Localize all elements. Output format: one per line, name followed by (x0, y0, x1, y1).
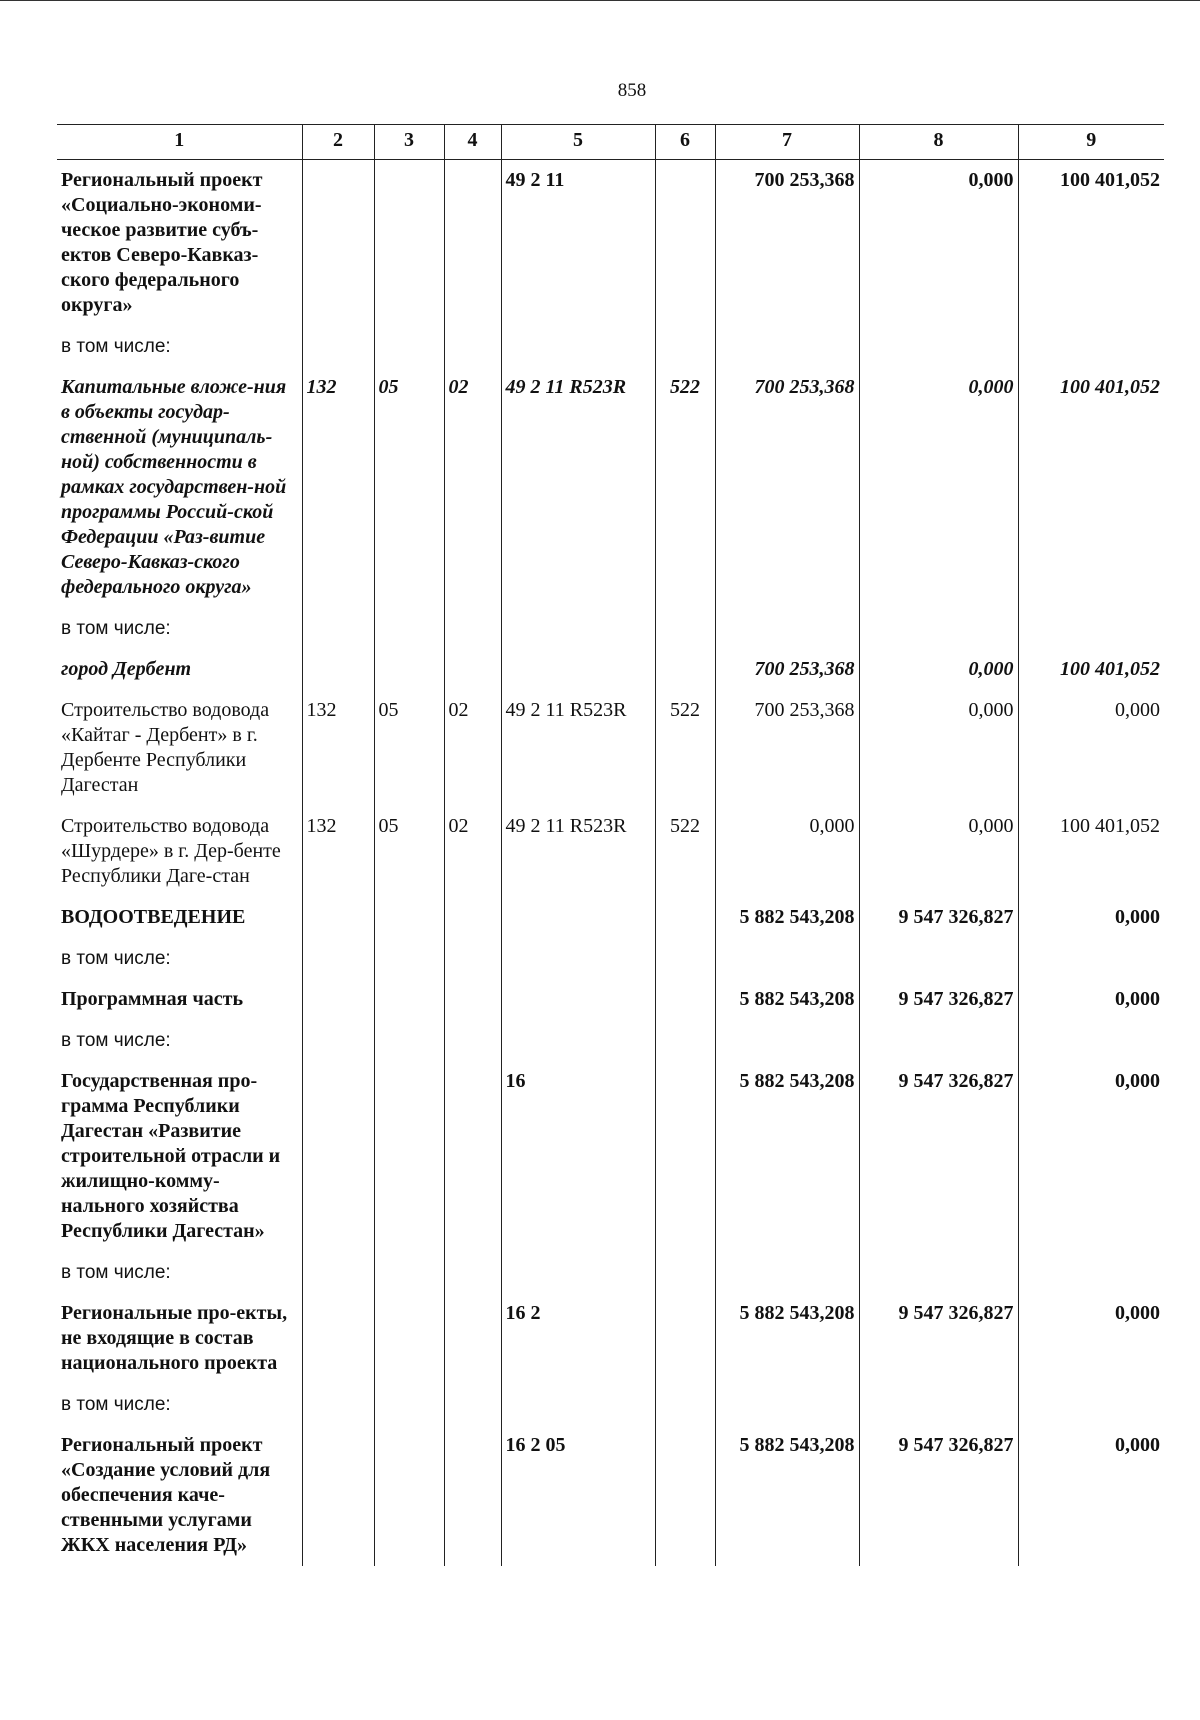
row-name: в том числе: (61, 948, 171, 969)
col6-code (655, 1061, 715, 1252)
col5-code (501, 1252, 655, 1293)
col7-value: 5 882 543,208 (715, 979, 859, 1020)
col4-code (444, 1252, 501, 1293)
col4-code: 02 (444, 367, 501, 608)
col-header-7: 7 (715, 125, 859, 160)
row-name: в том числе: (61, 618, 171, 639)
col3-code: 05 (374, 806, 444, 897)
col4-code (444, 608, 501, 649)
row-name: в том числе: (61, 1262, 171, 1283)
table-row (57, 649, 1164, 690)
col9-value (1018, 326, 1164, 367)
row-name: Государственная про-грамма Республики Дагестан «Развитие строительной отрасли и жилищно-комму-нального хозяйства Республики Дагестан» (61, 1070, 281, 1242)
col7-value: 700 253,368 (715, 367, 859, 608)
row-name: ВОДООТВЕДЕНИЕ (61, 906, 246, 928)
col7-value (715, 938, 859, 979)
table-row (57, 1425, 1164, 1566)
col-header-5: 5 (501, 125, 655, 160)
col8-value: 0,000 (859, 160, 1018, 327)
col8-value: 9 547 326,827 (859, 1425, 1018, 1566)
col3-code: 05 (374, 367, 444, 608)
col5-code (501, 938, 655, 979)
note-row (57, 938, 1164, 979)
col3-code (374, 1061, 444, 1252)
col7-value (715, 1252, 859, 1293)
col3-code (374, 938, 444, 979)
col5-code: 49 2 11 R523R (501, 367, 655, 608)
col9-value (1018, 608, 1164, 649)
col4-code (444, 1293, 501, 1384)
col2-code (302, 897, 374, 938)
table-row (57, 367, 1164, 608)
note-row (57, 1020, 1164, 1061)
col3-code (374, 1252, 444, 1293)
col3-code (374, 326, 444, 367)
col8-value (859, 608, 1018, 649)
col5-code (501, 1020, 655, 1061)
col5-code (501, 897, 655, 938)
table-header-row (57, 125, 1164, 160)
col5-code: 49 2 11 (501, 160, 655, 327)
col7-value: 700 253,368 (715, 649, 859, 690)
table-body (57, 160, 1164, 1567)
col8-value: 9 547 326,827 (859, 1293, 1018, 1384)
col4-code: 02 (444, 806, 501, 897)
col-header-3: 3 (374, 125, 444, 160)
col2-code (302, 608, 374, 649)
col6-code: 522 (655, 690, 715, 806)
row-name: город Дербент (61, 658, 192, 680)
col2-code: 132 (302, 806, 374, 897)
col9-value (1018, 1384, 1164, 1425)
row-name: Капитальные вложе-ния в объекты государ-ственной (муниципаль-ной) собственности в рамках государствен-ной программы Россий-ской Федерации «Раз-витие Северо-Кавказ-ского федерального округа» (61, 376, 287, 598)
col6-code (655, 608, 715, 649)
col3-code (374, 897, 444, 938)
col8-value: 0,000 (859, 806, 1018, 897)
col8-value (859, 1252, 1018, 1293)
col6-code (655, 160, 715, 327)
col2-code (302, 1293, 374, 1384)
note-row (57, 1384, 1164, 1425)
col5-code (501, 1384, 655, 1425)
col4-code (444, 1020, 501, 1061)
col9-value: 0,000 (1018, 979, 1164, 1020)
col6-code (655, 1384, 715, 1425)
col6-code (655, 649, 715, 690)
col7-value: 5 882 543,208 (715, 1061, 859, 1252)
col5-code: 16 (501, 1061, 655, 1252)
col2-code: 132 (302, 690, 374, 806)
col5-code: 49 2 11 R523R (501, 806, 655, 897)
col9-value: 100 401,052 (1018, 806, 1164, 897)
col8-value (859, 1384, 1018, 1425)
col3-code (374, 1020, 444, 1061)
col2-code (302, 1061, 374, 1252)
row-name: Программная часть (61, 988, 244, 1010)
col9-value: 100 401,052 (1018, 367, 1164, 608)
table-row (57, 897, 1164, 938)
col9-value (1018, 938, 1164, 979)
col4-code: 02 (444, 690, 501, 806)
row-name: в том числе: (61, 1394, 171, 1415)
note-row (57, 1252, 1164, 1293)
col4-code (444, 326, 501, 367)
table-row (57, 979, 1164, 1020)
col5-code (501, 608, 655, 649)
col7-value (715, 608, 859, 649)
note-row (57, 326, 1164, 367)
table-row (57, 160, 1164, 327)
col7-value: 0,000 (715, 806, 859, 897)
col7-value (715, 1384, 859, 1425)
row-name: Строительство водовода «Шурдере» в г. Дер-бенте Республики Даге-стан (61, 815, 281, 887)
col6-code (655, 326, 715, 367)
col8-value: 0,000 (859, 690, 1018, 806)
col9-value (1018, 1252, 1164, 1293)
col9-value: 0,000 (1018, 1293, 1164, 1384)
table-row (57, 806, 1164, 897)
col6-code: 522 (655, 367, 715, 608)
budget-table (57, 124, 1164, 1566)
col8-value (859, 938, 1018, 979)
col4-code (444, 649, 501, 690)
col3-code: 05 (374, 690, 444, 806)
col2-code (302, 649, 374, 690)
col9-value (1018, 1020, 1164, 1061)
col6-code: 522 (655, 806, 715, 897)
col6-code (655, 1293, 715, 1384)
row-name: Региональный проект «Создание условий для обеспечения каче-ственными услугами ЖКХ населения РД» (61, 1434, 271, 1556)
col7-value (715, 1020, 859, 1061)
col2-code: 132 (302, 367, 374, 608)
col5-code (501, 326, 655, 367)
row-name: Строительство водовода «Кайтаг - Дербент» в г. Дербенте Республики Дагестан (61, 699, 270, 796)
row-name: в том числе: (61, 336, 171, 357)
col3-code (374, 1425, 444, 1566)
top-rule (0, 0, 1200, 1)
col3-code (374, 608, 444, 649)
col9-value: 100 401,052 (1018, 160, 1164, 327)
col-header-2: 2 (302, 125, 374, 160)
col4-code (444, 938, 501, 979)
col9-value: 0,000 (1018, 1425, 1164, 1566)
table-row (57, 1293, 1164, 1384)
col-header-4: 4 (444, 125, 501, 160)
col8-value: 0,000 (859, 649, 1018, 690)
page-number: 858 (617, 80, 647, 101)
col5-code: 49 2 11 R523R (501, 690, 655, 806)
col6-code (655, 897, 715, 938)
col4-code (444, 160, 501, 327)
col9-value: 0,000 (1018, 1061, 1164, 1252)
col3-code (374, 979, 444, 1020)
col5-code (501, 649, 655, 690)
col-header-6: 6 (655, 125, 715, 160)
col6-code (655, 1020, 715, 1061)
row-name: Региональный проект «Социально-экономи-ческое развитие субъ-ектов Северо-Кавказ-ского федерального округа» (61, 169, 263, 316)
col4-code (444, 897, 501, 938)
col8-value (859, 326, 1018, 367)
col5-code: 16 2 05 (501, 1425, 655, 1566)
col7-value: 700 253,368 (715, 160, 859, 327)
table-row (57, 690, 1164, 806)
col8-value (859, 1020, 1018, 1061)
col8-value: 9 547 326,827 (859, 897, 1018, 938)
row-name: в том числе: (61, 1030, 171, 1051)
note-row (57, 608, 1164, 649)
col3-code (374, 649, 444, 690)
col2-code (302, 1020, 374, 1061)
col3-code (374, 1293, 444, 1384)
col4-code (444, 1425, 501, 1566)
col3-code (374, 160, 444, 327)
col2-code (302, 1384, 374, 1425)
col2-code (302, 1425, 374, 1566)
col6-code (655, 1425, 715, 1566)
row-name: Региональные про-екты, не входящие в состав национального проекта (61, 1302, 288, 1374)
table-row (57, 1061, 1164, 1252)
col6-code (655, 938, 715, 979)
col2-code (302, 938, 374, 979)
col8-value: 9 547 326,827 (859, 1061, 1018, 1252)
col8-value: 0,000 (859, 367, 1018, 608)
col9-value: 0,000 (1018, 690, 1164, 806)
col7-value: 5 882 543,208 (715, 1293, 859, 1384)
col2-code (302, 326, 374, 367)
col2-code (302, 1252, 374, 1293)
col7-value: 5 882 543,208 (715, 1425, 859, 1566)
col8-value: 9 547 326,827 (859, 979, 1018, 1020)
col7-value: 700 253,368 (715, 690, 859, 806)
col6-code (655, 979, 715, 1020)
col4-code (444, 1384, 501, 1425)
col-header-9: 9 (1018, 125, 1164, 160)
col7-value: 5 882 543,208 (715, 897, 859, 938)
col4-code (444, 979, 501, 1020)
col-header-1: 1 (57, 125, 302, 160)
col5-code: 16 2 (501, 1293, 655, 1384)
col5-code (501, 979, 655, 1020)
col-header-8: 8 (859, 125, 1018, 160)
col2-code (302, 160, 374, 327)
col9-value: 0,000 (1018, 897, 1164, 938)
col6-code (655, 1252, 715, 1293)
col9-value: 100 401,052 (1018, 649, 1164, 690)
col7-value (715, 326, 859, 367)
col4-code (444, 1061, 501, 1252)
col2-code (302, 979, 374, 1020)
col3-code (374, 1384, 444, 1425)
